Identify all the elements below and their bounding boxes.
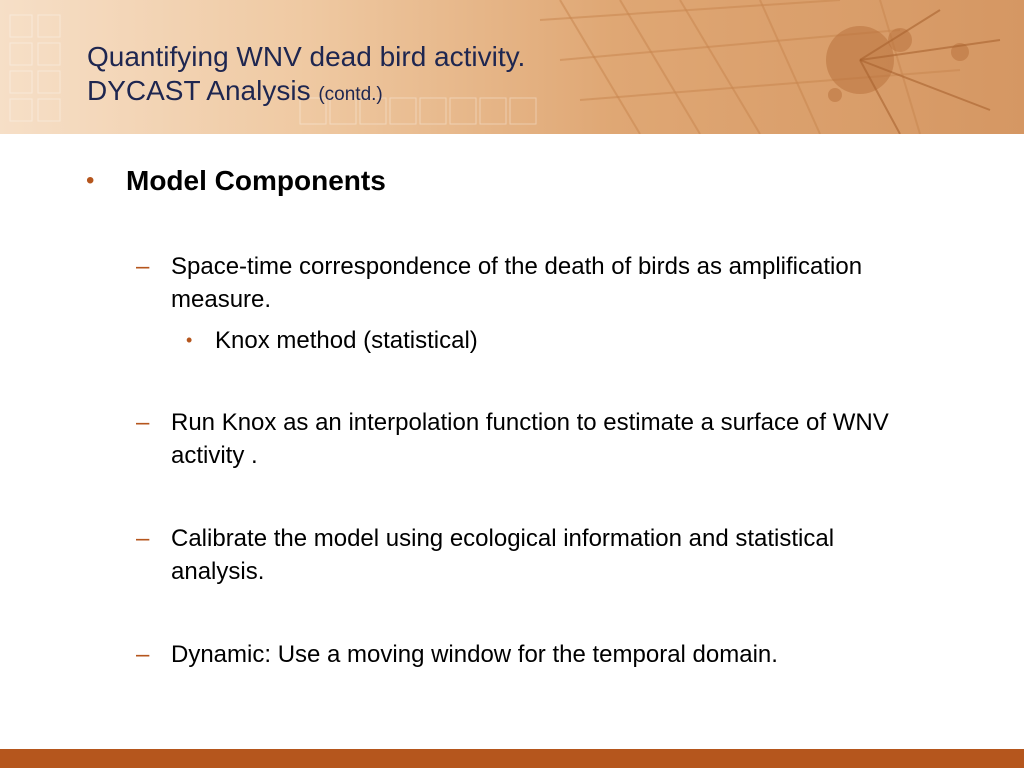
list-item-text: Space-time correspondence of the death of birds as amplification measure. <box>171 253 863 313</box>
slide-title <box>87 40 525 112</box>
title-line-2: DYCAST Analysis <box>87 75 311 106</box>
list-item-text: Dynamic: Use a moving window for the temporal domain. <box>171 641 778 668</box>
title-suffix: (contd.) <box>318 84 383 105</box>
sub-list-item-text: Knox method (statistical) <box>215 327 478 354</box>
dash-icon: – <box>136 253 150 280</box>
bullet-icon: • <box>186 330 193 350</box>
dash-icon: – <box>136 525 150 552</box>
bullet-icon: • <box>86 167 95 194</box>
header-banner <box>0 0 1024 134</box>
dash-icon: – <box>136 641 150 668</box>
section-heading: Model Components <box>126 165 386 196</box>
list-item-text: Calibrate the model using ecological information and statistical analysis. <box>171 525 835 585</box>
title-line-1: Quantifying WNV dead bird activity. <box>87 41 526 72</box>
list-item-text: Run Knox as an interpolation function to estimate a surface of WNV activity . <box>171 409 889 469</box>
footer-bar <box>0 749 1024 768</box>
dash-icon: – <box>136 409 150 436</box>
